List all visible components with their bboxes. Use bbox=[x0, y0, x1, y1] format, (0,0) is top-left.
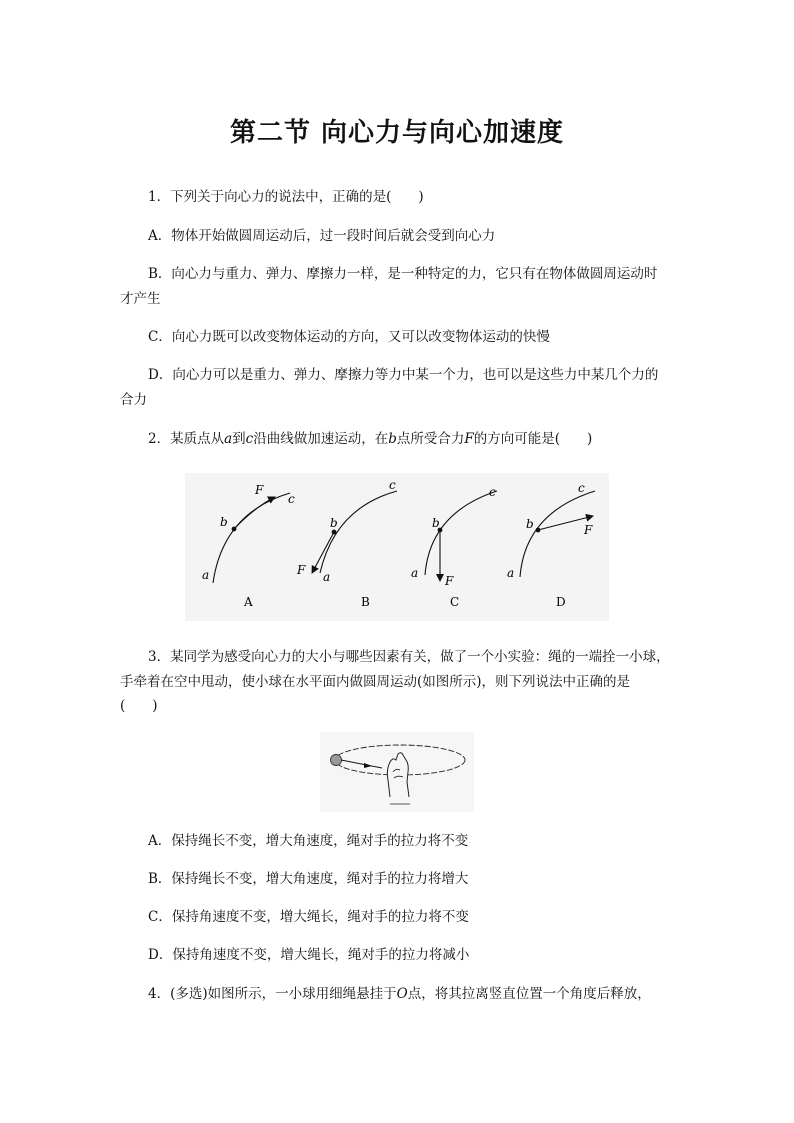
q4-stem bbox=[120, 982, 680, 1007]
label-c: c bbox=[578, 481, 585, 495]
q3-figure-svg bbox=[320, 732, 474, 812]
label-a: a bbox=[411, 566, 419, 580]
q3-stem-line2: 手牵着在空中甩动，使小球在水平面内做圆周运动(如图所示)，则下列说法中正确的是 bbox=[120, 674, 631, 690]
q4-stem-text: 点，将其拉离竖直位置一个角度后释放， bbox=[407, 986, 651, 1002]
caption-a: A bbox=[244, 595, 253, 609]
q1-option-a: A．物体开始做圆周运动后，过一段时间后就会受到向心力 bbox=[148, 228, 496, 244]
label-b: b bbox=[432, 516, 440, 530]
figure-option-c bbox=[411, 485, 497, 609]
q2-point-b: b bbox=[388, 431, 397, 447]
trajectory-curve bbox=[320, 491, 397, 573]
figure-option-d bbox=[507, 481, 595, 609]
q1-option-b: B．向心力与重力、弹力、摩擦力一样，是一种特定的力，它只有在物体做圆周运动时 bbox=[148, 266, 658, 282]
label-c: c bbox=[489, 485, 496, 499]
label-c: c bbox=[389, 478, 396, 492]
label-a: a bbox=[202, 568, 210, 582]
q3-option-b: B．保持绳长不变，增大角速度，绳对手的拉力将增大 bbox=[148, 871, 469, 887]
q2-figure bbox=[185, 473, 609, 621]
q1-option-c: C．向心力既可以改变物体运动的方向，又可以改变物体运动的快慢 bbox=[148, 329, 550, 345]
q2-stem-text: 点所受合力 bbox=[396, 431, 465, 447]
trajectory-curve bbox=[213, 493, 290, 583]
ball-icon bbox=[331, 755, 342, 766]
hand-icon bbox=[387, 753, 410, 804]
label-a: a bbox=[507, 566, 515, 580]
q2-stem-text: 2．某质点从 bbox=[148, 431, 225, 447]
trajectory-curve bbox=[425, 491, 497, 575]
q2-point-a: a bbox=[224, 431, 233, 447]
page-title: 第二节 向心力与向心加速度 bbox=[229, 118, 565, 148]
label-a: a bbox=[323, 570, 331, 584]
q4-stem-text: 4．(多选)如图所示，一小球用细绳悬挂于 bbox=[148, 986, 397, 1002]
q2-stem-text: 的方向可能是( ) bbox=[473, 431, 593, 447]
q2-force-f: F bbox=[464, 431, 474, 447]
q3-stem-line1: 3．某同学为感受向心力的大小与哪些因素有关，做了一个小实验：绳的一端拴一小球， bbox=[148, 649, 670, 665]
q2-stem-text: 沿曲线做加速运动，在 bbox=[253, 431, 389, 447]
q1-option-d-cont: 合力 bbox=[120, 392, 147, 408]
figure-option-a bbox=[202, 483, 295, 609]
caption-b: B bbox=[361, 595, 370, 609]
string-line bbox=[341, 760, 382, 768]
q2-stem bbox=[120, 427, 680, 452]
q1-option-b-cont: 才产生 bbox=[120, 291, 161, 307]
q3-option-c: C．保持角速度不变，增大绳长，绳对手的拉力将不变 bbox=[148, 909, 469, 925]
q2-stem-text: 到 bbox=[232, 431, 246, 447]
label-b: b bbox=[220, 515, 228, 529]
q4-point-o: O bbox=[396, 986, 408, 1002]
q1-stem: 1．下列关于向心力的说法中，正确的是( ) bbox=[148, 189, 424, 205]
label-f: F bbox=[297, 563, 306, 577]
caption-c: C bbox=[450, 595, 460, 609]
q1-option-d: D．向心力可以是重力、弹力、摩擦力等力中某一个力，也可以是这些力中某几个力的 bbox=[148, 367, 659, 383]
label-f: F bbox=[255, 483, 264, 497]
label-b: b bbox=[526, 517, 534, 531]
q3-option-a: A．保持绳长不变，增大角速度，绳对手的拉力将不变 bbox=[148, 833, 469, 849]
q3-option-d: D．保持角速度不变，增大绳长，绳对手的拉力将减小 bbox=[148, 947, 470, 963]
q3-stem-line3: ( ) bbox=[120, 698, 158, 714]
label-b: b bbox=[330, 516, 338, 530]
q3-figure bbox=[320, 732, 474, 812]
figure-option-b bbox=[296, 478, 397, 609]
label-f: F bbox=[445, 574, 454, 588]
label-f: F bbox=[584, 523, 593, 537]
q2-point-c: c bbox=[245, 431, 254, 447]
caption-d: D bbox=[556, 595, 566, 609]
q2-figure-svg bbox=[185, 473, 609, 621]
label-c: c bbox=[288, 492, 295, 506]
force-arrow bbox=[312, 532, 334, 573]
